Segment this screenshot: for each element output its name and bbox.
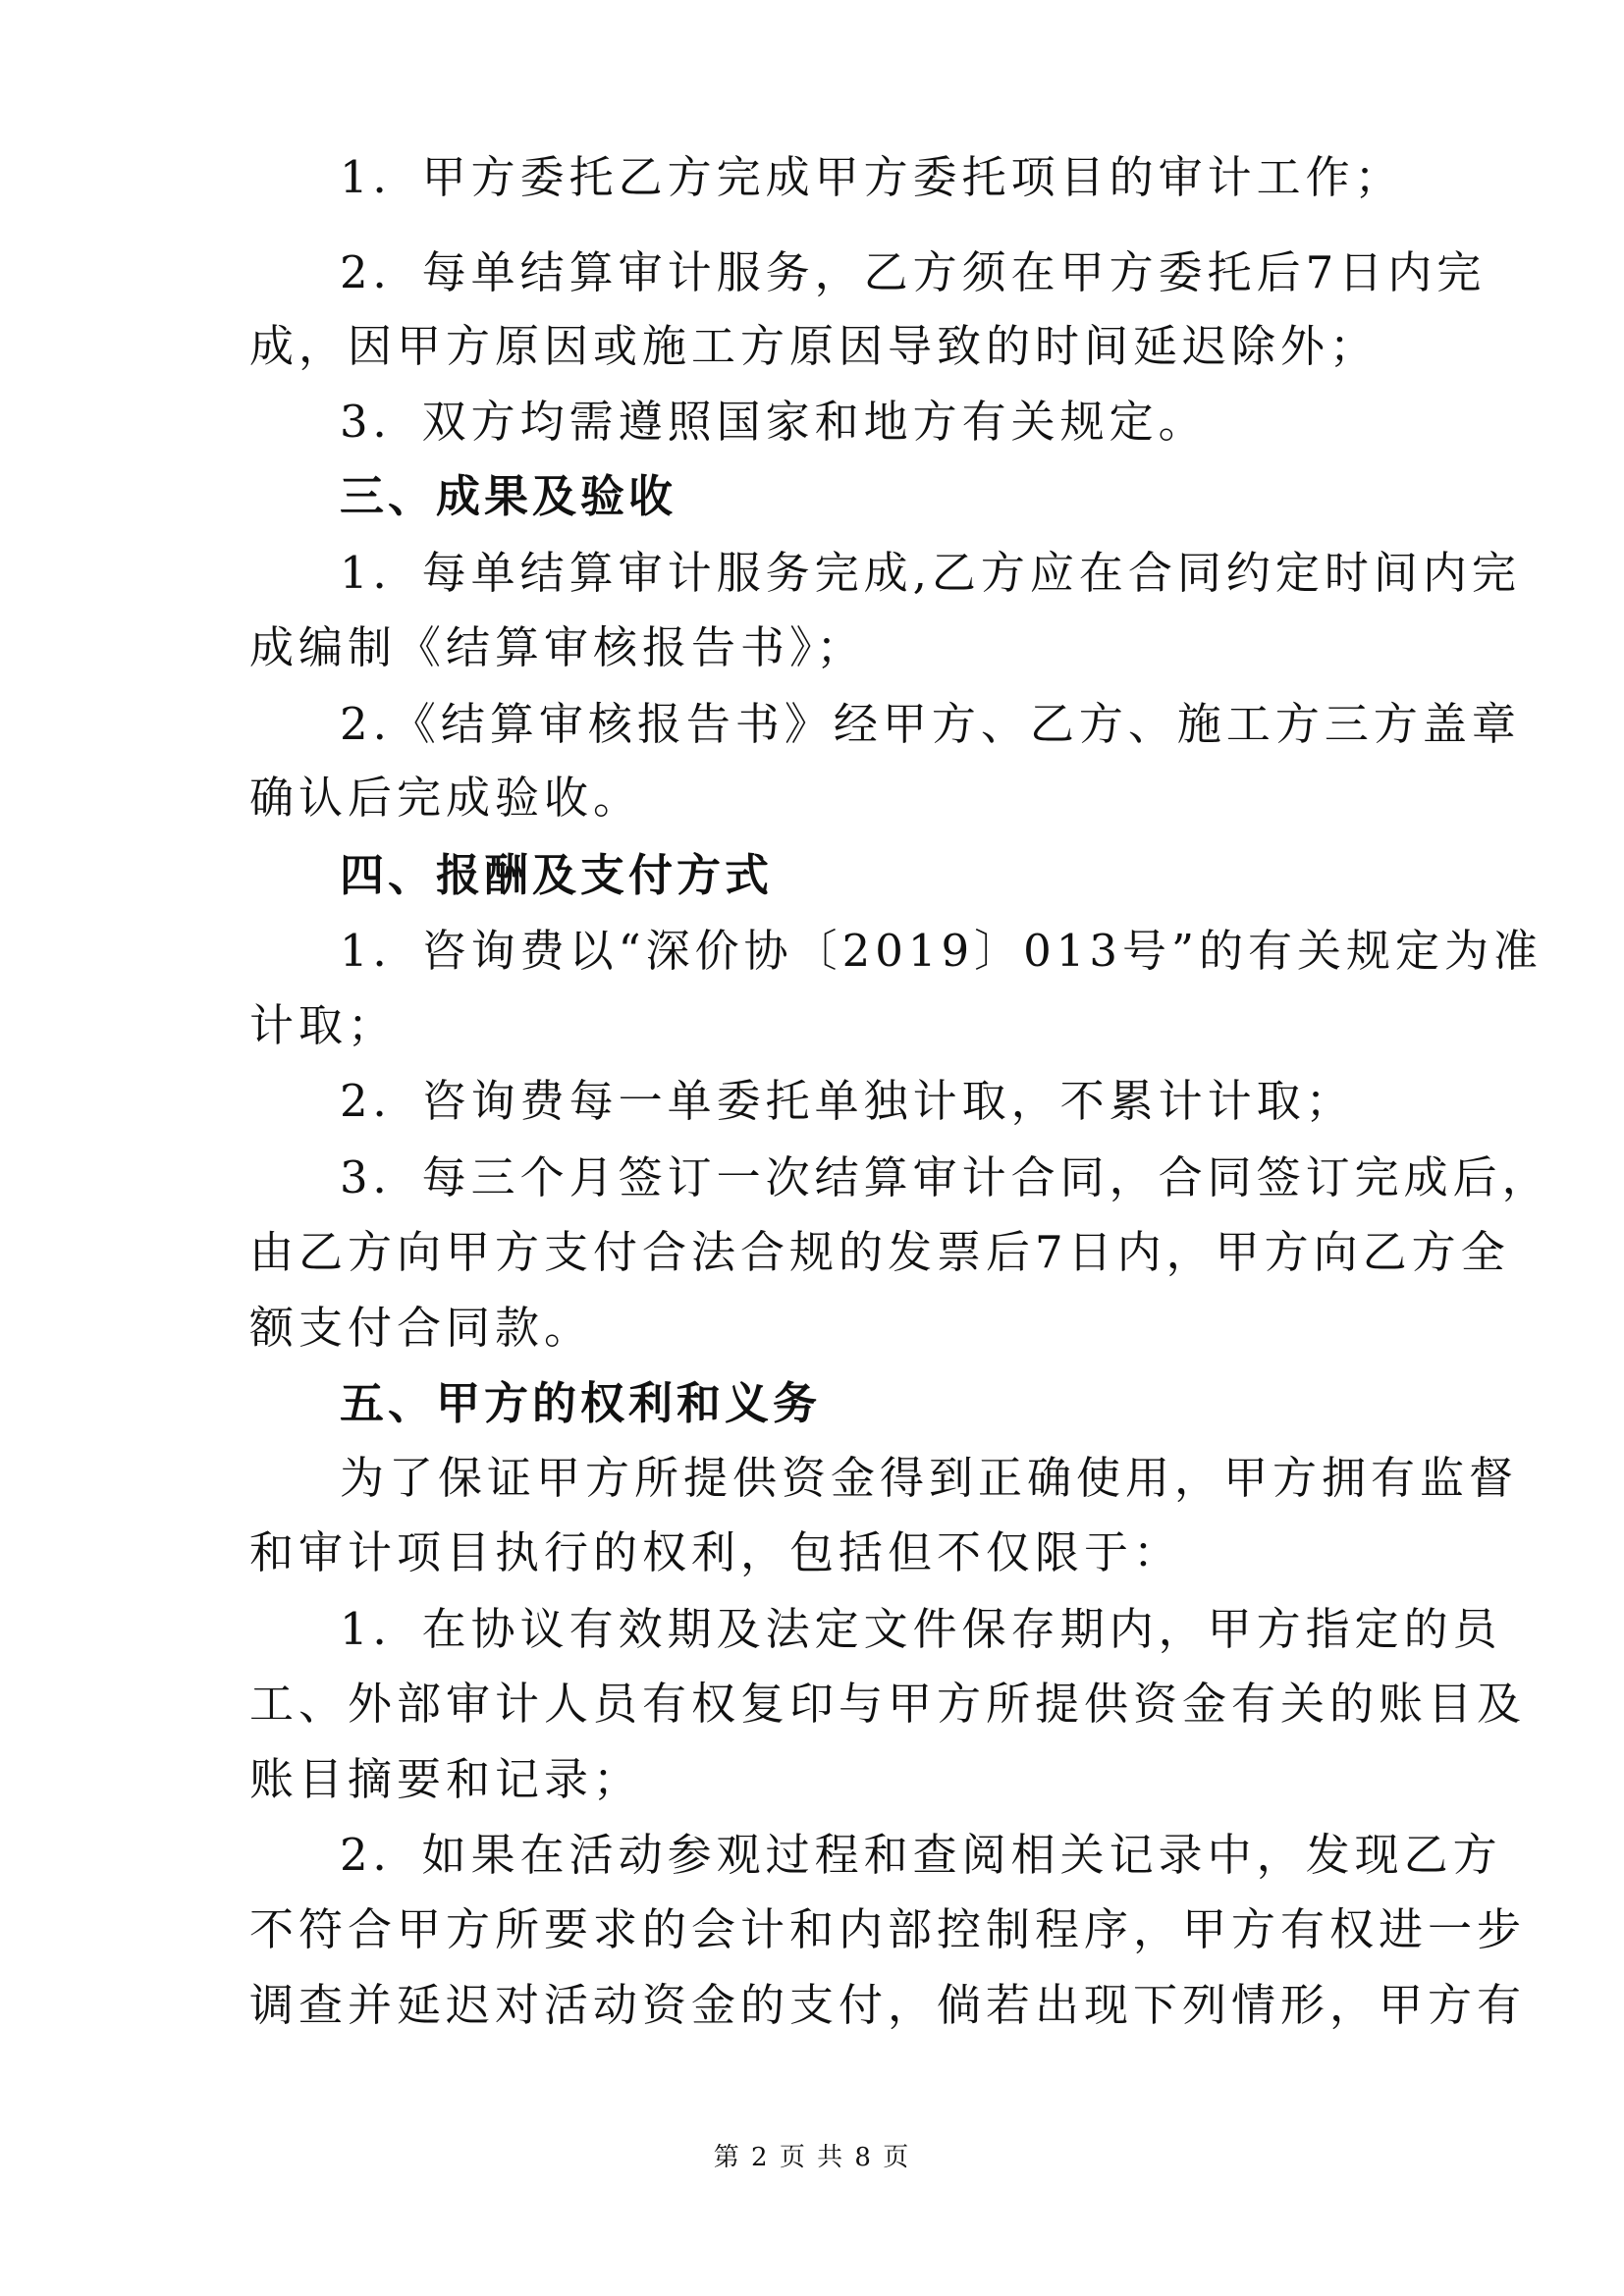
paragraph-line: 1．每单结算审计服务完成,乙方应在合同约定时间内完: [340, 547, 1521, 599]
paragraph-line: 成编制《结算审核报告书》；: [249, 621, 866, 673]
paragraph-line: 确认后完成验收。: [249, 772, 643, 824]
paragraph-line: 2．每单结算审计服务，乙方须在甲方委托后7日内完: [340, 246, 1487, 298]
paragraph-line: 2．如果在活动参观过程和查阅相关记录中，发现乙方: [340, 1829, 1502, 1881]
paragraph-line: 不符合甲方所要求的会计和内部控制程序，甲方有权进一步: [249, 1903, 1527, 1955]
paragraph-line: 由乙方向甲方支付合法合规的发票后7日内，甲方向乙方全: [249, 1226, 1510, 1278]
page-number-footer: 第 2 页 共 8 页: [713, 2143, 911, 2172]
paragraph-line: 1．在协议有效期及法定文件保存期内，甲方指定的员: [340, 1603, 1502, 1655]
paragraph-line: 调查并延迟对活动资金的支付，倘若出现下列情形，甲方有: [249, 1979, 1527, 2031]
paragraph-line: 计取；: [249, 999, 398, 1051]
paragraph-line: 额支付合同款。: [249, 1302, 594, 1354]
paragraph-line: 工、外部审计人员有权复印与甲方所提供资金有关的账目及: [249, 1678, 1527, 1730]
paragraph-line: 账目摘要和记录；: [249, 1753, 643, 1805]
paragraph-line: 1．甲方委托乙方完成甲方委托项目的审计工作；: [340, 151, 1404, 203]
paragraph-line: 1．咨询费以“深价协〔2019〕013号”的有关规定为准: [340, 925, 1543, 977]
paragraph-line: 为了保证甲方所提供资金得到正确使用，甲方拥有监督: [340, 1452, 1519, 1504]
paragraph-line: 成，因甲方原因或施工方原因导致的时间延迟除外；: [249, 320, 1380, 372]
paragraph-line: 2．咨询费每一单委托单独计取，不累计计取；: [340, 1075, 1355, 1127]
paragraph-line: 2.《结算审核报告书》经甲方、乙方、施工方三方盖章: [340, 698, 1521, 750]
section-heading: 四、报酬及支付方式: [340, 849, 774, 901]
paragraph-line: 3．每三个月签订一次结算审计合同，合同签订完成后，: [340, 1151, 1551, 1203]
section-heading: 五、甲方的权利和义务: [340, 1377, 822, 1429]
paragraph-line: 3．双方均需遵照国家和地方有关规定。: [340, 396, 1208, 448]
paragraph-line: 和审计项目执行的权利，包括但不仅限于：: [249, 1526, 1183, 1578]
section-heading: 三、成果及验收: [340, 470, 677, 522]
